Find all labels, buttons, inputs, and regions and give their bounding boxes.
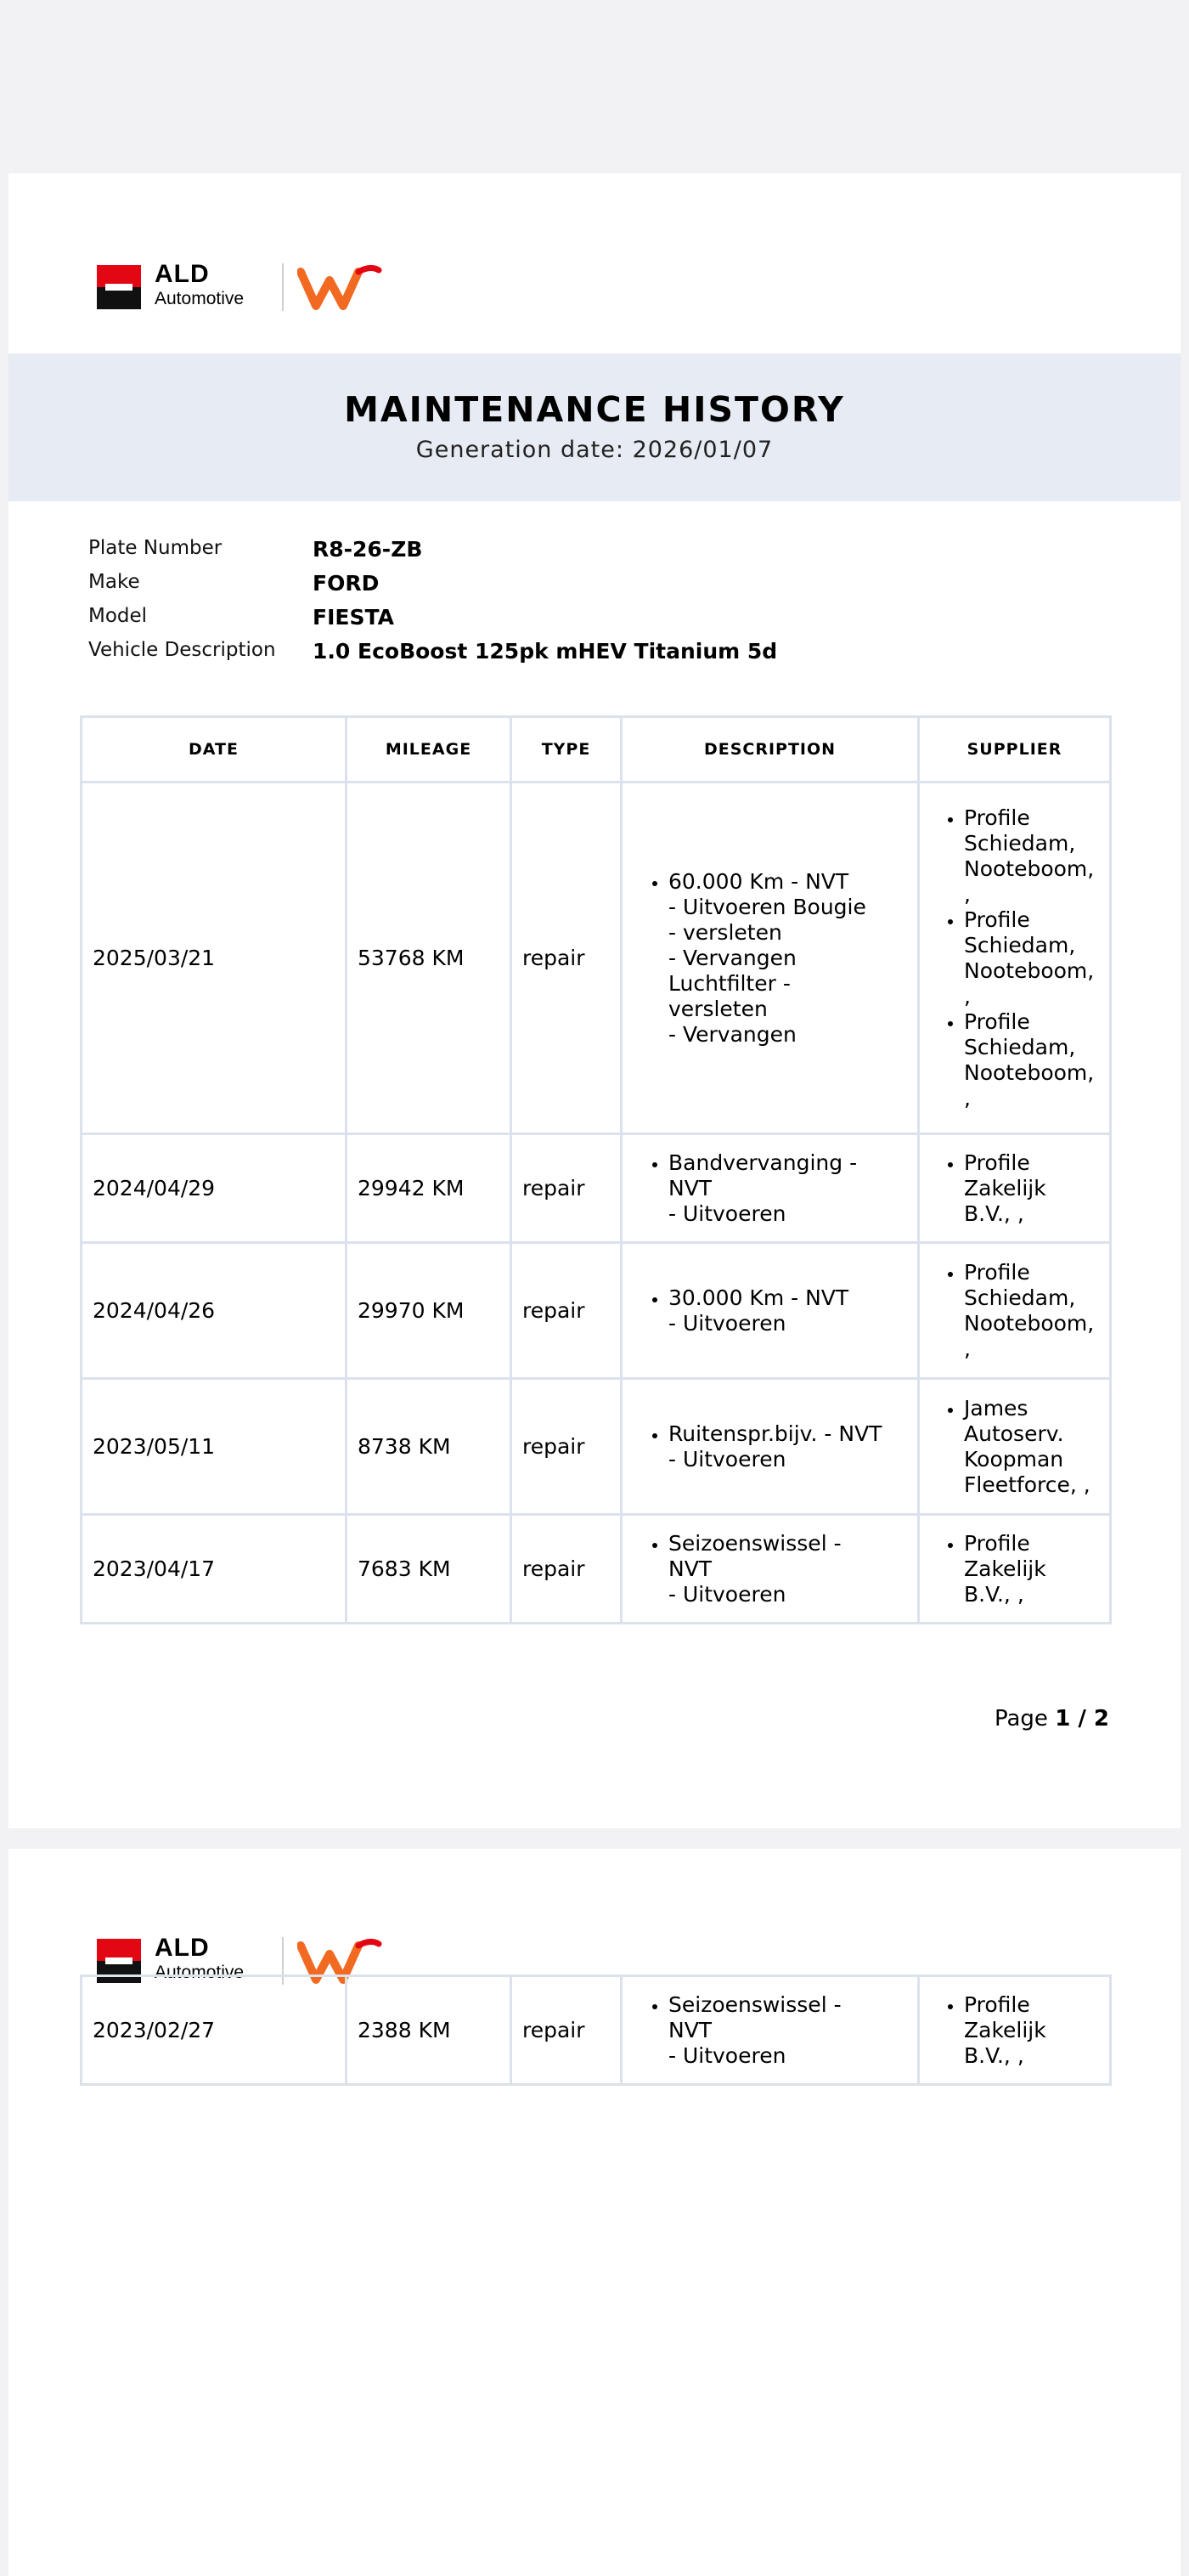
cell-type: repair	[511, 782, 622, 1134]
info-label: Plate Number	[88, 537, 223, 559]
table-row	[82, 1976, 1111, 2085]
info-value: 1.0 EcoBoost 125pk mHEV Titanium 5d	[313, 639, 778, 664]
ald-logo-mark	[97, 265, 141, 309]
cell-mileage: 2388 KM	[347, 1976, 511, 2085]
info-value: R8-26-ZB	[313, 537, 423, 562]
generation-date: Generation date: 2026/01/07	[415, 437, 774, 463]
info-row-plate	[88, 537, 853, 571]
supplier-item: • Profile Schiedam, Nooteboom, ,	[964, 805, 1099, 907]
cell-mileage: 7683 KM	[347, 1515, 511, 1624]
logo-brand: ALD	[155, 260, 210, 288]
info-value: FORD	[313, 571, 380, 596]
cell-description	[622, 782, 919, 1134]
supplier-item: • Profile Schiedam, Nooteboom, ,	[964, 907, 1099, 1009]
cell-type: repair	[511, 1976, 622, 2085]
table-row	[82, 1134, 1111, 1243]
cell-mileage: 29942 KM	[347, 1134, 511, 1243]
info-label: Model	[88, 605, 148, 627]
report-page-1	[8, 173, 1181, 1828]
cell-description	[622, 1515, 919, 1624]
supplier-item: • Profile Zakelijk B.V., ,	[964, 1531, 1099, 1607]
header-date: DATE	[82, 717, 347, 782]
supplier-item: • James Autoserv. Koopman Fleetforce, ,	[964, 1396, 1099, 1498]
leaseplan-logo-icon	[297, 262, 382, 313]
info-row-model	[88, 605, 853, 639]
description-item: • Seizoenswissel - NVT - Uitvoeren	[668, 1531, 907, 1607]
info-label: Make	[88, 571, 140, 593]
page-current: 1	[1055, 1706, 1071, 1731]
cell-supplier	[919, 1379, 1111, 1515]
description-item: • 30.000 Km - NVT - Uitvoeren	[668, 1285, 907, 1336]
info-label: Vehicle Description	[88, 639, 276, 661]
logo-brand-sub: Automotive	[155, 1963, 245, 1982]
header-type: TYPE	[511, 717, 622, 782]
cell-date: 2025/03/21	[82, 782, 347, 1134]
cell-type: repair	[511, 1515, 622, 1624]
info-row-description	[88, 639, 853, 673]
description-item: • Seizoenswissel - NVT - Uitvoeren	[668, 1992, 907, 2069]
table-row	[82, 782, 1111, 1134]
cell-supplier	[919, 1243, 1111, 1379]
title-band	[8, 353, 1181, 501]
table-row	[82, 1379, 1111, 1515]
cell-supplier	[919, 1134, 1111, 1243]
ald-automotive-logo	[97, 262, 403, 313]
maintenance-table-continued	[80, 1974, 1112, 2086]
cell-mileage: 29970 KM	[347, 1243, 511, 1379]
cell-supplier	[919, 1515, 1111, 1624]
cell-date: 2023/05/11	[82, 1379, 347, 1515]
maintenance-table	[80, 715, 1112, 1624]
vehicle-info	[88, 537, 853, 673]
cell-date: 2024/04/26	[82, 1243, 347, 1379]
page-indicator	[995, 1706, 1109, 1731]
logo-divider	[282, 263, 284, 311]
info-value: FIESTA	[313, 605, 394, 630]
description-item: • 60.000 Km - NVT - Uitvoeren Bougie - versleten - Vervangen Luchtfilter - versleten - Vervangen	[668, 869, 907, 1048]
cell-type: repair	[511, 1243, 622, 1379]
cell-mileage: 8738 KM	[347, 1379, 511, 1515]
cell-date: 2024/04/29	[82, 1134, 347, 1243]
supplier-item: • Profile Zakelijk B.V., ,	[964, 1150, 1099, 1227]
supplier-item: • Profile Zakelijk B.V., ,	[964, 1992, 1099, 2069]
cell-type: repair	[511, 1134, 622, 1243]
header-mileage: MILEAGE	[347, 717, 511, 782]
cell-date: 2023/04/17	[82, 1515, 347, 1624]
table-row	[82, 1243, 1111, 1379]
cell-type: repair	[511, 1379, 622, 1515]
report-page-2	[8, 1849, 1181, 2576]
description-item: • Ruitenspr.bijv. - NVT - Uitvoeren	[668, 1421, 907, 1472]
info-row-make	[88, 571, 853, 605]
page-total: 2	[1093, 1706, 1109, 1731]
table-header-row	[82, 717, 1111, 782]
cell-description	[622, 1134, 919, 1243]
report-title: MAINTENANCE HISTORY	[344, 389, 845, 430]
page-label: Page	[994, 1706, 1048, 1731]
page-separator: /	[1070, 1706, 1094, 1731]
cell-description	[622, 1976, 919, 2085]
header-description: DESCRIPTION	[622, 717, 919, 782]
cell-supplier	[919, 1976, 1111, 2085]
cell-mileage: 53768 KM	[347, 782, 511, 1134]
logo-brand: ALD	[155, 1934, 210, 1962]
supplier-item: • Profile Schiedam, Nooteboom, ,	[964, 1009, 1099, 1111]
cell-description	[622, 1243, 919, 1379]
supplier-item: • Profile Schiedam, Nooteboom, ,	[964, 1260, 1099, 1362]
header-supplier: SUPPLIER	[919, 717, 1111, 782]
cell-supplier	[919, 782, 1111, 1134]
logo-brand-sub: Automotive	[155, 289, 245, 308]
cell-date: 2023/02/27	[82, 1976, 347, 2085]
cell-description	[622, 1379, 919, 1515]
description-item: • Bandvervanging - NVT - Uitvoeren	[668, 1150, 907, 1227]
table-row	[82, 1515, 1111, 1624]
